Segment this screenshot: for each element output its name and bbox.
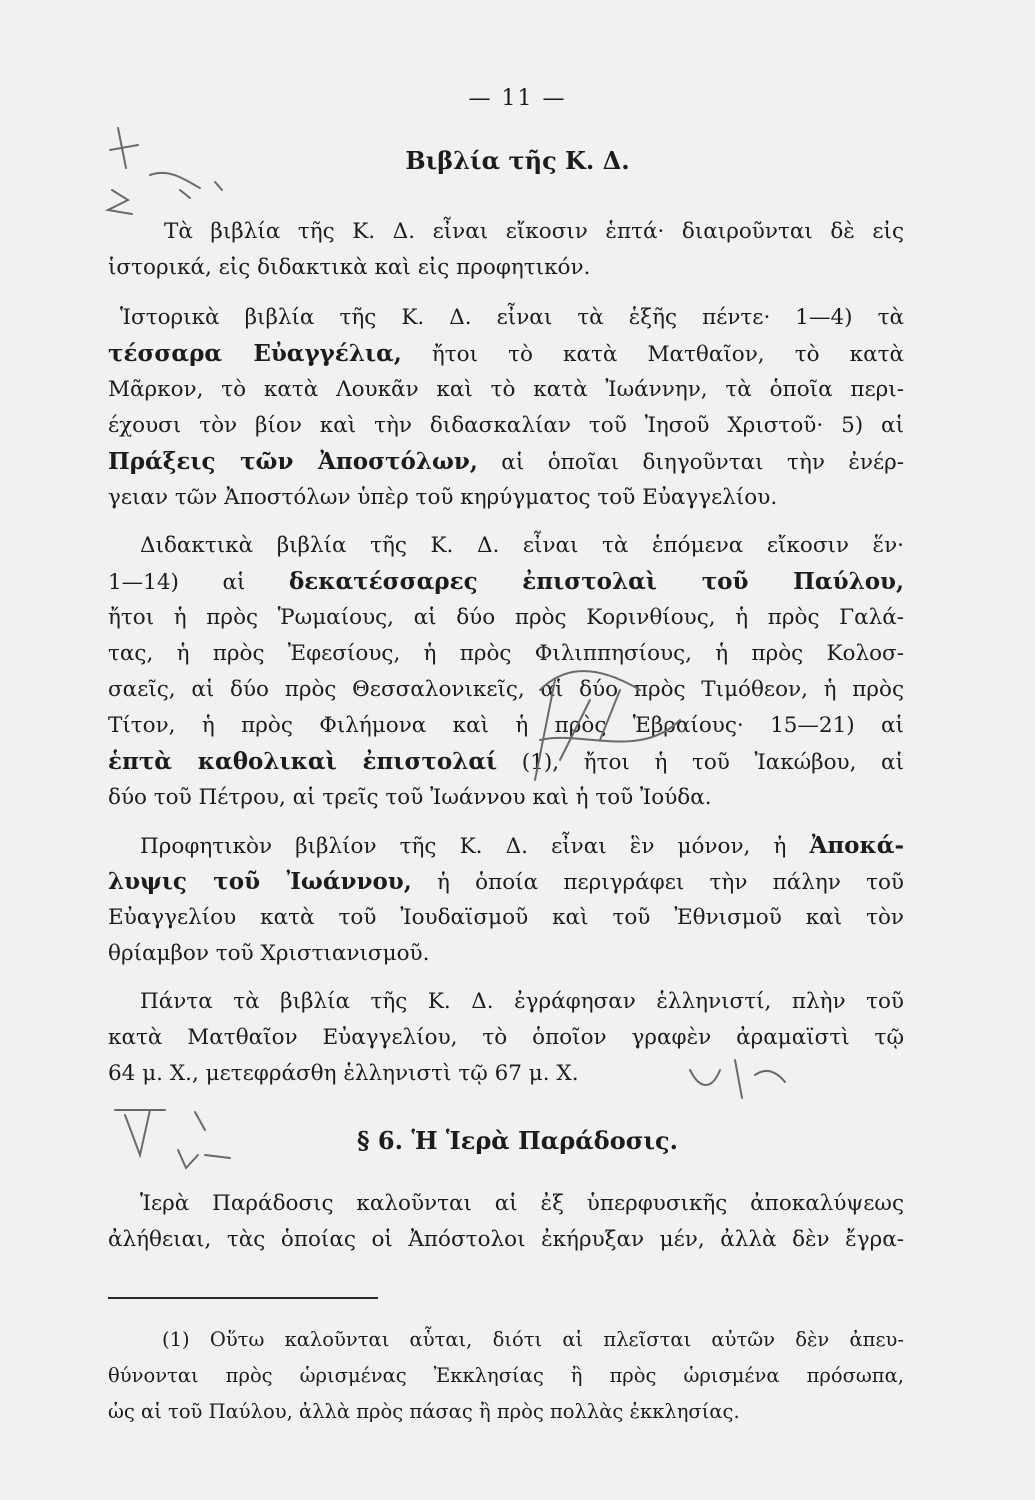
paragraph-prophetic-line-3: Εὐαγγελίου κατὰ τοῦ Ἰουδαϊσμοῦ καὶ τοῦ Ἐθνισμοῦ καὶ τὸν xyxy=(108,905,904,930)
paragraph-tradition-line-1: Ἱερὰ Παράδοσις καλοῦνται αἱ ἐξ ὑπερφυσικῆς ἀποκαλύψεως xyxy=(140,1191,904,1216)
paragraph-language-line-2: κατὰ Ματθαῖον Εὐαγγελίου, τὸ ὁποῖον γραφὲν ἀραμαϊστὶ τῷ xyxy=(108,1025,904,1050)
bold-acts: Πράξεις τῶν Ἀποστόλων, xyxy=(108,448,478,475)
page-number: — 11 — xyxy=(468,86,567,111)
paragraph-didactic-line-5: σαεῖς, αἱ δύο πρὸς Θεσσαλονικεῖς, αἱ δύο πρὸς Τιμόθεον, ἡ πρὸς xyxy=(108,677,904,702)
bold-apocalypse-start: Ἀποκά- xyxy=(809,832,904,859)
paragraph-intro-line-1: Τὰ βιβλία τῆς Κ. Δ. εἶναι εἴκοσιν ἑπτά· διαιροῦνται δὲ εἰς xyxy=(164,219,904,244)
paragraph-didactic-line-1: Διδακτικὰ βιβλία τῆς Κ. Δ. εἶναι τὰ ἑπόμενα εἴκοσιν ἕν· xyxy=(140,533,904,558)
text-run: 1—14) αἱ xyxy=(108,570,289,595)
paragraph-language-line-3: 64 μ. Χ., μετεφράσθη ἑλληνιστὶ τῷ 67 μ. Χ. xyxy=(108,1061,579,1086)
paragraph-prophetic-line-4: θρίαμβον τοῦ Χριστιανισμοῦ. xyxy=(108,941,430,966)
paragraph-didactic-line-6: Τίτον, ἡ πρὸς Φιλήμονα καὶ ἡ πρὸς Ἑβραίους· 15—21) αἱ xyxy=(108,713,904,738)
footnote-line-2: θύνονται πρὸς ὡρισμένας Ἐκκλησίας ἢ πρὸς ὡρισμένα πρόσωπα, xyxy=(108,1364,904,1387)
text-run: Προφητικὸν βιβλίον τῆς Κ. Δ. εἶναι ἓν μόνον, ἡ xyxy=(140,834,810,859)
paragraph-didactic-line-8: δύο τοῦ Πέτρου, αἱ τρεῖς τοῦ Ἰωάννου καὶ ἡ τοῦ Ἰούδα. xyxy=(108,785,712,810)
text-run: (1), ἤτοι ἡ τοῦ Ἰακώβου, αἱ xyxy=(497,750,905,775)
text-run: αἱ ὁποῖαι διηγοῦνται τὴν ἐνέρ- xyxy=(477,450,905,475)
footnote-line-1: (1) Οὕτω καλοῦνται αὗται, διότι αἱ πλεῖσται αὐτῶν δὲν ἀπευ- xyxy=(162,1328,904,1351)
text-run: ἡ ὁποία περιγράφει τὴν πάλην τοῦ xyxy=(411,870,904,895)
bold-gospels: τέσσαρα Εὐαγγέλια, xyxy=(108,340,402,367)
paragraph-historical-line-4: έχουσι τὸν βίον καὶ τὴν διδασκαλίαν τοῦ Ἰησοῦ Χριστοῦ· 5) αἱ xyxy=(108,413,904,438)
paragraph-historical-line-3: Μᾶρκον, τὸ κατὰ Λουκᾶν καὶ τὸ κατὰ Ἰωάννην, τὰ ὁποῖα περι- xyxy=(108,377,904,402)
paragraph-tradition-line-2: ἀλήθειαι, τὰς ὁποίας οἱ Ἀπόστολοι ἐκήρυξαν μέν, ἀλλὰ δὲν ἔγρα- xyxy=(108,1227,904,1252)
text-run: ἤτοι τὸ κατὰ Ματθαῖον, τὸ κατὰ xyxy=(401,342,905,367)
bold-catholic-epistles: ἑπτὰ καθολικαὶ ἐπιστολαί xyxy=(108,748,498,775)
paragraph-intro-line-2: ἱστορικά, εἰς διδακτικὰ καὶ εἰς προφητικόν. xyxy=(108,255,591,280)
bold-apocalypse-end: λυψις τοῦ Ἰωάννου, xyxy=(108,868,412,895)
paragraph-historical-line-1: Ἱστορικὰ βιβλία τῆς Κ. Δ. εἶναι τὰ ἑξῆς πέντε· 1—4) τὰ xyxy=(120,305,904,330)
section-heading-books: Βιβλία τῆς Κ. Δ. xyxy=(405,146,630,175)
footnote-line-3: ὡς αἱ τοῦ Παύλου, ἀλλὰ πρὸς πάσας ἢ πρὸς πολλὰς ἐκκλησίας. xyxy=(108,1400,740,1423)
paragraph-didactic-line-3: ἤτοι ἡ πρὸς Ῥωμαίους, αἱ δύο πρὸς Κορινθίους, ἡ πρὸς Γαλά- xyxy=(108,605,904,630)
paragraph-historical-line-6: γειαν τῶν Ἀποστόλων ὑπὲρ τοῦ κηρύγματος τοῦ Εὐαγγελίου. xyxy=(108,485,778,510)
bold-pauline-epistles: δεκατέσσαρες ἐπιστολαὶ τοῦ Παύλου, xyxy=(288,568,904,595)
paragraph-language-line-1: Πάντα τὰ βιβλία τῆς Κ. Δ. ἐγράφησαν ἑλληνιστί, πλὴν τοῦ xyxy=(140,989,904,1014)
paragraph-didactic-line-4: τας, ἡ πρὸς Ἐφεσίους, ἡ πρὸς Φιλιππησίους, ἡ πρὸς Κολοσ- xyxy=(108,641,904,666)
section-heading-tradition: § 6. Ἡ Ἱερὰ Παράδοσις. xyxy=(357,1126,678,1155)
